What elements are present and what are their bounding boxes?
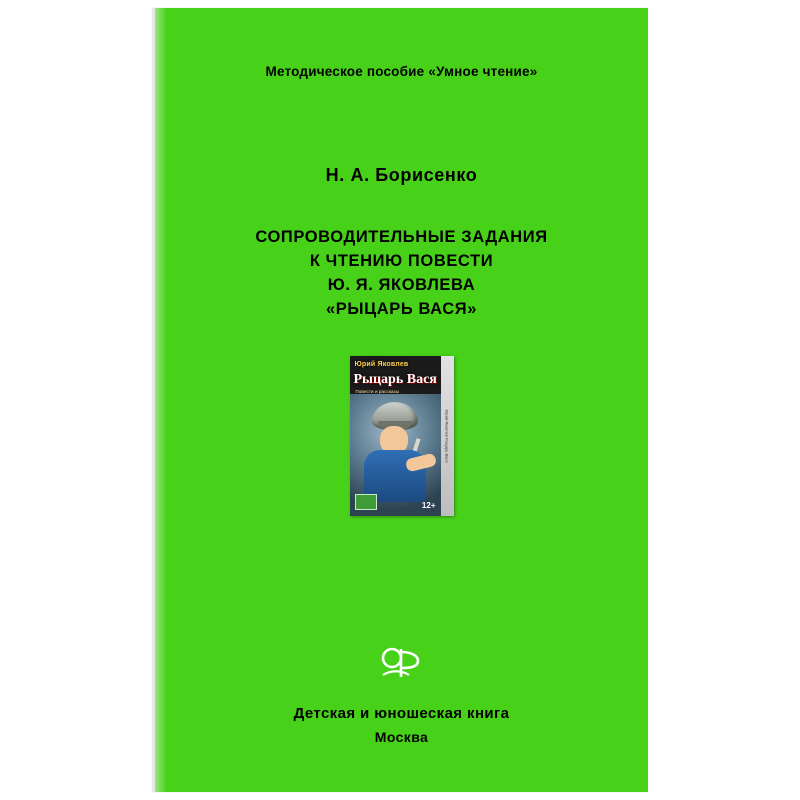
publisher-city: Москва	[374, 729, 429, 745]
inner-book-age-badge: 12+	[421, 500, 436, 510]
title-line-3: Ю. Я. ЯКОВЛЕВА	[327, 275, 476, 294]
inner-book-cover	[350, 356, 454, 516]
author-name: Н. А. Борисенко	[325, 165, 478, 185]
publisher-name: Детская и юношеская книга	[293, 705, 510, 722]
series-line: Методическое пособие «Умное чтение»	[265, 64, 538, 79]
inner-book-author: Юрий Яковлев	[354, 360, 409, 368]
title-line-2: К ЧТЕНИЮ ПОВЕСТИ	[309, 251, 494, 270]
inner-book-subtitle: Повести и рассказы	[355, 388, 400, 394]
inner-book-thumbnail	[350, 356, 454, 516]
title-line-4: «РЫЦАРЬ ВАСЯ»	[325, 299, 478, 318]
book-title	[255, 226, 547, 322]
inner-book-spine-text: Юрий Яковлев Рыцарь Вася	[444, 409, 450, 463]
inner-book-spine	[441, 356, 454, 516]
publisher-logo-icon	[379, 646, 425, 680]
inner-book-publisher-badge	[355, 494, 377, 510]
title-line-1: СОПРОВОДИТЕЛЬНЫЕ ЗАДАНИЯ	[255, 228, 548, 246]
book-cover	[152, 8, 648, 792]
inner-book-title: Рыцарь Вася	[353, 371, 437, 387]
cover-spine-shading	[155, 8, 167, 792]
